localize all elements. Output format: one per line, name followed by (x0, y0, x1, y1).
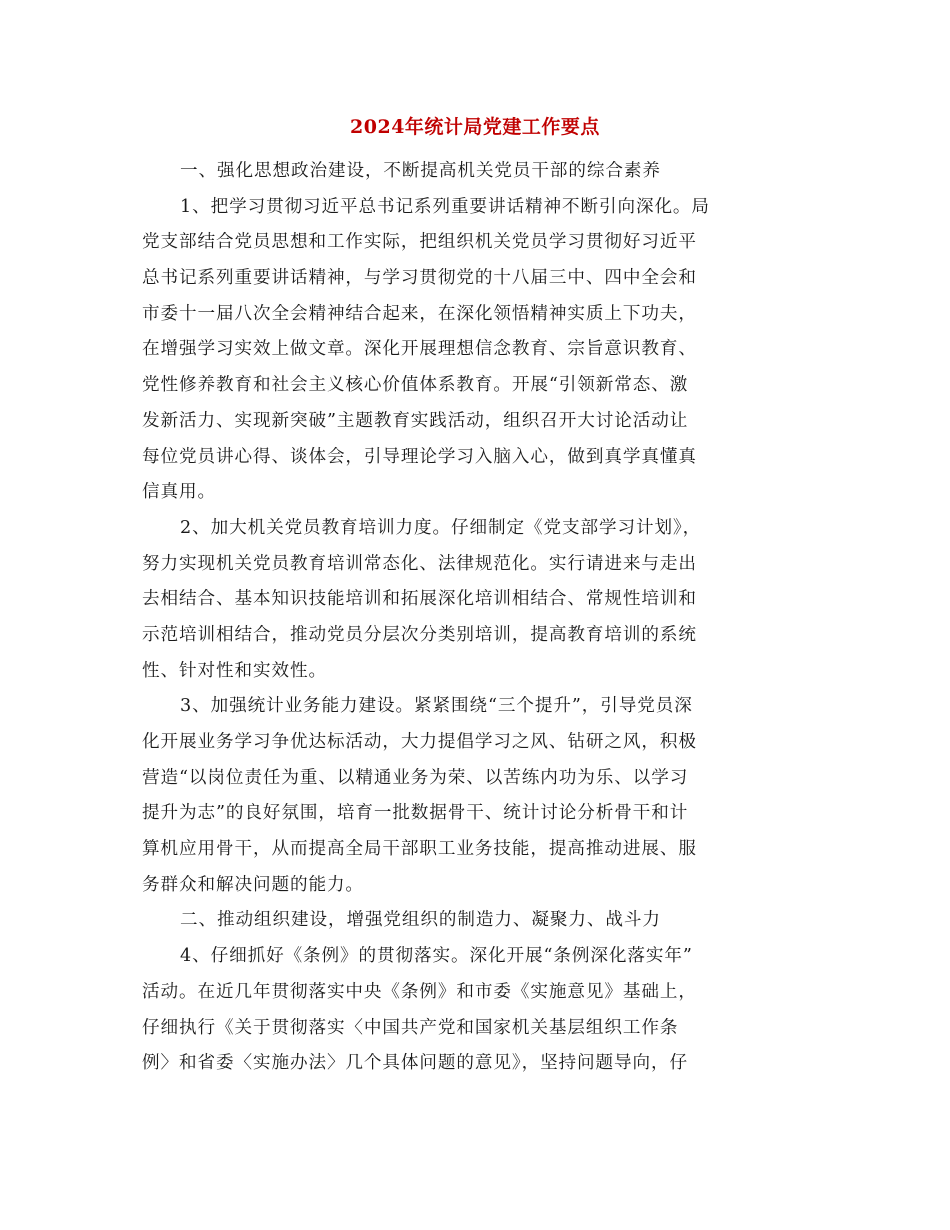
text-line: 营造“以岗位责任为重、以精通业务为荣、以苦练内功为乐、以学习 (142, 767, 689, 788)
text-line: 2、加大机关党员教育培训力度。仔细制定《党支部学习计划》， (180, 517, 702, 538)
text-line: 务群众和解决问题的能力。 (142, 874, 364, 895)
text-line: 努力实现机关党员教育培训常态化、法律规范化。实行请进来与走出 (142, 553, 697, 574)
text-line: 仔细执行《关于贯彻落实〈中国共产党和国家机关基层组织工作条 (142, 1017, 679, 1038)
text-line: 党支部结合党员思想和工作实际，把组织机关党员学习贯彻好习近平 (142, 232, 697, 253)
text-line: 每位党员讲心得、谈体会，引导理论学习入脑入心，做到真学真懂真 (142, 446, 697, 467)
text-line: 去相结合、基本知识技能培训和拓展深化培训相结合、常规性培训和 (142, 589, 697, 610)
text-line: 活动。在近几年贯彻落实中央《条例》和市委《实施意见》基础上， (142, 981, 697, 1002)
text-line: 化开展业务学习争优达标活动，大力提倡学习之风、钻研之风，积极 (142, 732, 697, 752)
document-title: 2024年统计局党建工作要点 (350, 116, 600, 138)
text-line: 二、推动组织建设，增强党组织的制造力、凝聚力、战斗力 (180, 910, 661, 931)
text-line: 在增强学习实效上做文章。深化开展理想信念教育、宗旨意识教育、 (142, 339, 697, 360)
text-line: 3、加强统计业务能力建设。紧紧围绕“三个提升”，引导党员深 (180, 696, 693, 717)
text-line: 一、强化思想政治建设，不断提高机关党员干部的综合素养 (180, 161, 661, 181)
text-line: 示范培训相结合，推动党员分层次分类别培训，提高教育培训的系统 (142, 624, 697, 645)
text-line: 算机应用骨干，从而提高全局干部职工业务技能，提高推动进展、服 (142, 839, 697, 860)
text-line: 性、针对性和实效性。 (142, 660, 327, 681)
text-line: 发新活力、实现新突破”主题教育实践活动，组织召开大讨论活动让 (142, 410, 689, 431)
text-line: 总书记系列重要讲话精神，与学习贯彻党的十八届三中、四中全会和 (142, 268, 697, 289)
text-line: 市委十一届八次全会精神结合起来，在深化领悟精神实质上下功夫， (142, 303, 697, 324)
text-line: 党性修养教育和社会主义核心价值体系教育。开展“引领新常态、激 (142, 375, 689, 396)
text-line: 1、把学习贯彻习近平总书记系列重要讲话精神不断引向深化。局 (180, 196, 710, 217)
text-line: 信真用。 (142, 482, 216, 503)
document-body (142, 154, 810, 1082)
text-line: 4、仔细抓好《条例》的贯彻落实。深化开展“条例深化落实年” (180, 946, 693, 967)
text-line: 例〉和省委〈实施办法〉几个具体问题的意见》，坚持问题导向，仔 (142, 1053, 689, 1074)
text-line: 提升为志”的良好氛围，培育一批数据骨干、统计讨论分析骨干和计 (142, 803, 689, 824)
